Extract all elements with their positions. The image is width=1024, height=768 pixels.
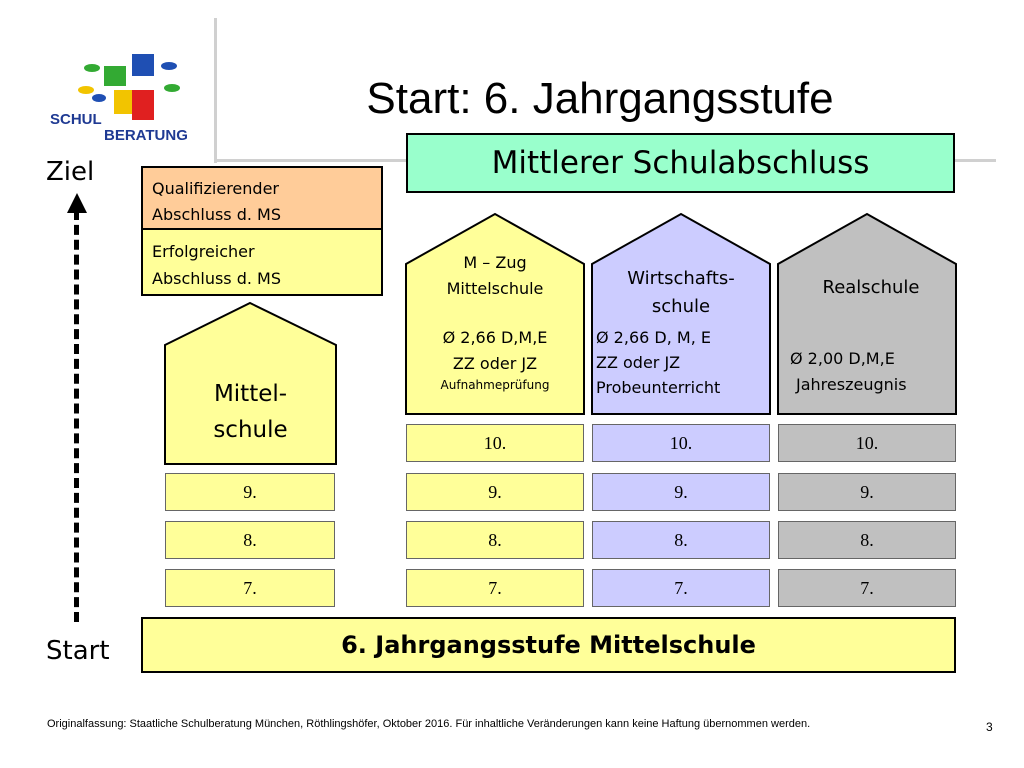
wirtschaft-line1: Wirtschafts- xyxy=(627,268,735,289)
page-number: 3 xyxy=(986,720,993,734)
grade-label: 8. xyxy=(243,529,257,550)
goal-box-label: Mittlerer Schulabschluss xyxy=(491,145,870,181)
realschule-house-text xyxy=(778,274,956,398)
mzug-line1: M – Zug xyxy=(463,253,527,272)
grade-box xyxy=(778,521,956,559)
start-grade-label: 6. Jahrgangsstufe Mittelschule xyxy=(341,631,756,659)
mittelschule-house-text xyxy=(165,376,336,448)
wirtschaft-line3: Ø 2,66 D, M, E xyxy=(596,328,711,347)
ziel-label: Ziel xyxy=(46,157,95,187)
grade-box xyxy=(592,569,770,607)
wirtschaftsschule-house-text xyxy=(592,265,770,400)
real-line2: Ø 2,00 D,M,E xyxy=(790,349,895,368)
grade-box xyxy=(592,473,770,511)
grade-box xyxy=(778,569,956,607)
logo-line1: SCHUL xyxy=(50,111,102,128)
mzug-house-text xyxy=(406,250,584,393)
real-line1: Realschule xyxy=(822,277,920,298)
mzug-line2: Mittelschule xyxy=(446,279,544,298)
grade-label: 9. xyxy=(243,481,257,502)
wirtschaft-line5: Probeunterricht xyxy=(596,378,721,397)
logo-line2: BERATUNG xyxy=(104,127,188,144)
grade-label: 10. xyxy=(669,432,693,453)
start-grade-bar xyxy=(141,617,956,673)
quali-line2: Abschluss d. MS xyxy=(152,205,282,224)
grade-box xyxy=(406,521,584,559)
grade-box xyxy=(778,424,956,462)
footer-note: Originalfassung: Staatliche Schulberatung München, Röthlingshöfer, Oktober 2016. Für inhaltliche Veränderungen kann keine Haftung übernommen werden. xyxy=(47,718,811,730)
grade-label: 7. xyxy=(243,577,257,598)
grade-box xyxy=(406,473,584,511)
grade-box xyxy=(165,521,335,559)
grade-box xyxy=(406,569,584,607)
start-label: Start xyxy=(46,636,110,666)
wirtschaft-line2: schule xyxy=(651,296,711,317)
grade-box xyxy=(406,424,584,462)
erfolg-line2: Abschluss d. MS xyxy=(152,269,282,288)
quali-line1: Qualifizierender xyxy=(152,179,279,198)
grade-label: 8. xyxy=(488,529,502,550)
erfolg-line1: Erfolgreicher xyxy=(152,242,255,261)
grade-box xyxy=(165,473,335,511)
grade-label: 10. xyxy=(483,432,507,453)
grade-label: 10. xyxy=(855,432,879,453)
grade-label: 9. xyxy=(860,481,874,502)
grade-label: 7. xyxy=(860,577,874,598)
mzug-line3: Ø 2,66 D,M,E xyxy=(442,328,548,347)
grade-box xyxy=(165,569,335,607)
grade-label: 9. xyxy=(488,481,502,502)
grade-label: 9. xyxy=(674,481,688,502)
grade-box xyxy=(592,424,770,462)
mzug-line4: ZZ oder JZ xyxy=(452,354,538,373)
grade-label: 8. xyxy=(860,529,874,550)
grade-box xyxy=(778,473,956,511)
mittelschule-line2: schule xyxy=(213,417,288,443)
grade-box xyxy=(592,521,770,559)
grade-label: 7. xyxy=(674,577,688,598)
grade-label: 7. xyxy=(488,577,502,598)
mzug-line5: Aufnahmeprüfung xyxy=(440,378,550,392)
slide-title: Start: 6. Jahrgangsstufe xyxy=(366,74,834,123)
real-line3: Jahreszeugnis xyxy=(796,375,907,394)
mittelschule-line1: Mittel- xyxy=(213,381,288,407)
grade-label: 8. xyxy=(674,529,688,550)
wirtschaft-line4: ZZ oder JZ xyxy=(596,353,681,372)
